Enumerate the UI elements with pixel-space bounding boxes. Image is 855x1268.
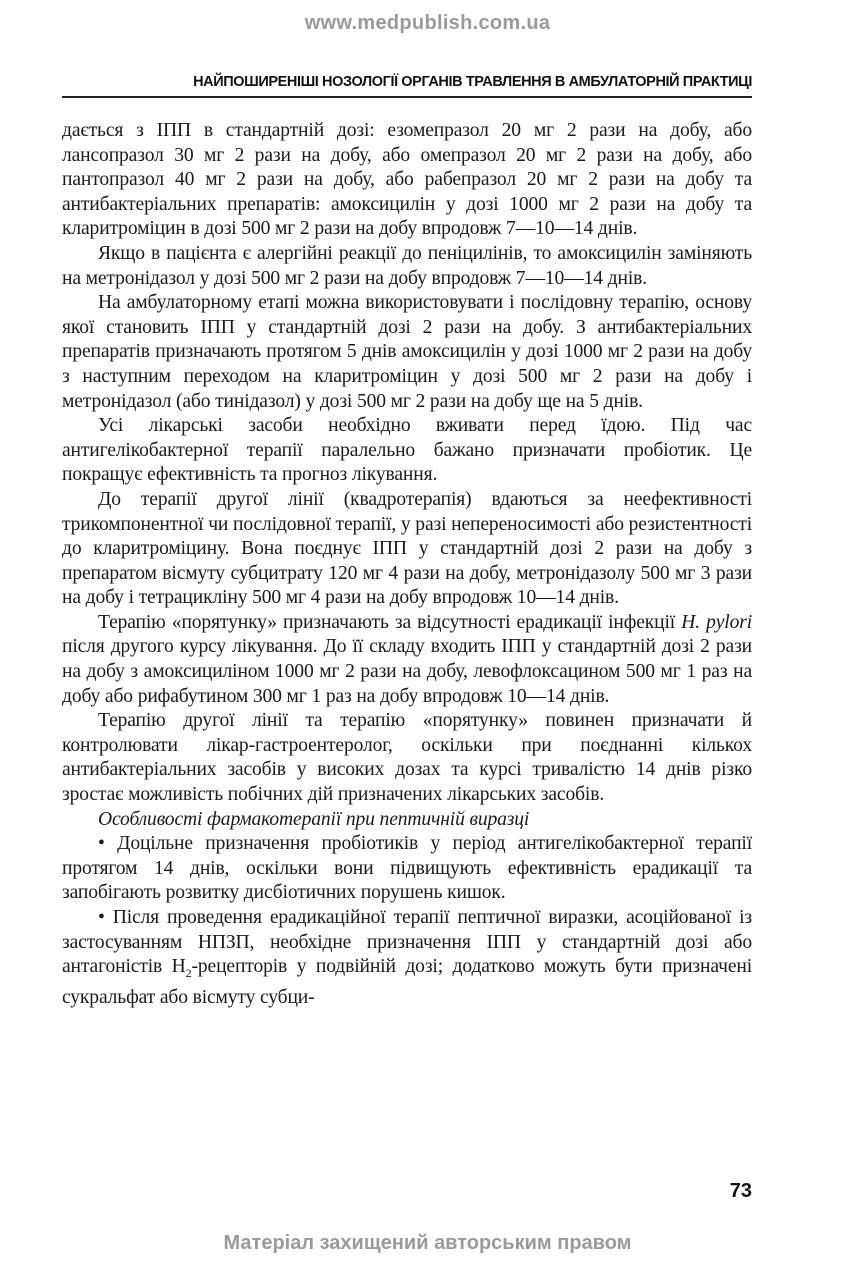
paragraph: Терапію другої лінії та терапію «порятунку» повинен призначати й контролювати лікар-гастроентеролог, оскільки при поєднанні кількох антибактеріальних засобів у високих дозах та курсі тривалістю 14 днів різко зростає можливість побічних дій призначених лікарських засобів.: [62, 710, 752, 806]
header-rule: [62, 96, 752, 98]
bullet-item: [62, 906, 752, 1010]
paragraph: Усі лікарські засоби необхідно вживати перед їдою. Під час антигелікобактерної терапії паралельно бажано призначати пробіотик. Це покращує ефективність та прогноз лікування.: [62, 415, 752, 486]
bullet-text: • Після проведення ерадикаційної терапії пептичної виразки, асоційованої із застосуванням НПЗП, необхідне призначення ІПП у стандартній дозі або антагоністів Н: [62, 907, 752, 978]
paragraph-text: Терапію «порятунку» призначають за відсутності ерадикації інфекції: [98, 611, 682, 633]
species-name: H. pylori: [681, 611, 752, 633]
running-header: НАЙПОШИРЕНІШІ НОЗОЛОГІЇ ОРГАНІВ ТРАВЛЕННЯ В АМБУЛАТОРНІЙ ПРАКТИЦІ: [193, 74, 752, 90]
subscript: 2: [185, 966, 192, 981]
paragraph: До терапії другої лінії (квадротерапія) вдаються за неефективності трикомпонентної чи послідовної терапії, у разі непереносимості або резистентності до кларитроміцину. Вона поєднує ІПП у стандартній дозі 2 рази на добу з препаратом вісмуту субцитрату 120 мг 4 рази на добу, метронідазолу 500 мг 3 рази на добу і тетрацикліну 500 мг 4 рази на добу впродовж 10—14 днів.: [62, 488, 752, 609]
page-body: [62, 119, 752, 1010]
bullet-text: -рецепторів у подвійній дозі; додатково можуть бути призначені сукральфат або вісмуту субци-: [62, 956, 752, 1008]
section-subheading: Особливості фармакотерапії при пептичній виразці: [98, 808, 530, 830]
page-number: 73: [729, 1180, 752, 1202]
paragraph: Якщо в пацієнта є алергійні реакції до пеніцилінів, то амоксицилін заміняють на метронідазол у дозі 500 мг 2 рази на добу впродовж 7—10—14 днів.: [62, 242, 752, 289]
site-url-watermark: www.medpublish.com.ua: [304, 12, 551, 34]
paragraph: [62, 611, 752, 709]
copyright-watermark: Матеріал захищений авторським правом: [223, 1232, 632, 1254]
paragraph: На амбулаторному етапі можна використовувати і послідовну терапію, основу якої становить ІПП у стандартній дозі 2 рази на добу. З антибактеріальних препаратів призначають протягом 5 днів амоксицилін у дозі 1000 мг 2 рази на добу з наступним переходом на кларитроміцин у дозі 500 мг 2 рази на добу і метронідазол (або тинідазол) у дозі 500 мг 2 рази на добу ще на 5 днів.: [62, 292, 752, 412]
bullet-item: • Доцільне призначення пробіотиків у період антигелікобактерної терапії протягом 14 днів, оскільки вони підвищують ефективність ерадикації та запобігають розвитку дисбіотичних порушень кишок.: [62, 833, 752, 904]
paragraph-text: після другого курсу лікування. До її складу входить ІПП у стандартній дозі 2 рази на добу з амоксициліном 1000 мг 2 рази на добу, левофлоксацином 500 мг 1 раз на добу або рифабутином 300 мг 1 раз на добу впродовж 10—14 днів.: [62, 636, 752, 707]
paragraph: дається з ІПП в стандартній дозі: езомепразол 20 мг 2 рази на добу, або лансопразол 30 мг 2 рази на добу, або омепразол 20 мг 2 рази на добу, або пантопразол 40 мг 2 рази на добу, або рабепразол 20 мг 2 рази на добу та антибактеріальних препаратів: амоксицилін у дозі 1000 мг 2 рази на добу та кларитроміцин в дозі 500 мг 2 рази на добу впродовж 7—10—14 днів.: [62, 120, 752, 240]
